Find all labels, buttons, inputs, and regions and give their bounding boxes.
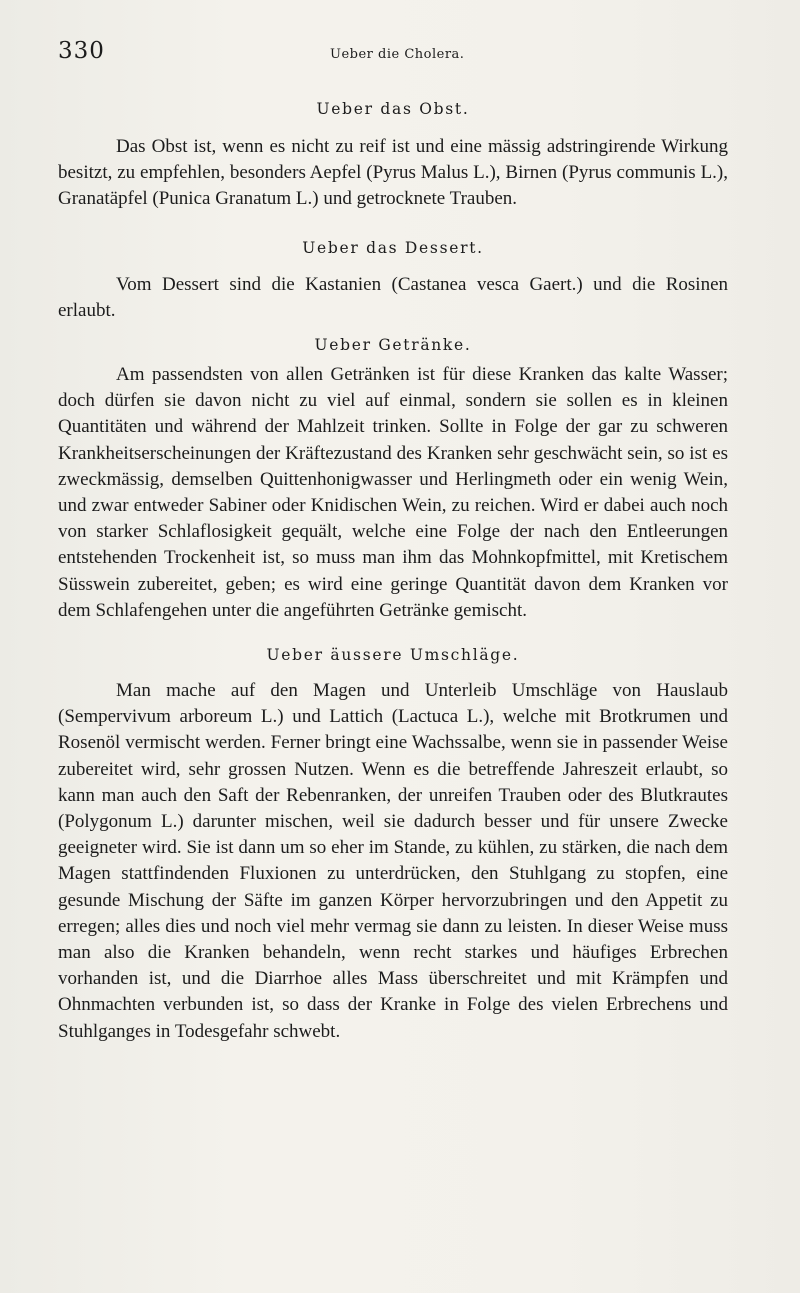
paragraph-umschlaege: Man mache auf den Magen und Unterleib Umschläge von Hauslaub (Sempervivum arboreum L.) und Lattich (Lactuca L.), welche mit Brotkrumen und Rosenöl vermischt werden. Ferner bringt eine Wachssalbe, wenn sie in passender Weise zubereitet wird, sehr grossen Nutzen. Wenn es die betreffende Jahreszeit erlaubt, so kann man auch den Saft der Rebenranken, der unreifen Trauben oder des Blutkrautes (Polygonum L.) darunter mischen, weil sie dadurch besser und für unsere Zwecke geeigneter wird. Sie ist dann um so eher im Stande, zu kühlen, zu stärken, die nach dem Magen stattfindenden Fluxionen zu unterdrücken, den Stuhlgang zu stopfen, eine gesunde Mischung der Säfte im ganzen Körper hervorzubringen und den Appetit zu erregen; alles dies und noch viel mehr vermag sie dann zu leisten. In dieser Weise muss man also die Kranken behandeln, wenn recht starkes und häufiges Erbrechen vorhanden ist, und die Diarrhoe alles Mass überschreitet und mit Krämpfen und Ohnmachten verbunden ist, so dass der Kranke in Folge des vielen Erbrechens und Stuhlganges in Todesgefahr schwebt. [58,680,728,1042]
paragraph-dessert: Vom Dessert sind die Kastanien (Castanea vesca Gaert.) und die Rosinen erlaubt. [58,273,728,321]
paragraph-getraenke: Am passendsten von allen Getränken ist für diese Kranken das kalte Wasser; doch dürfen sie davon nicht zu viel auf einmal, sondern sie sollen es in kleinen Quantitäten und während der Mahlzeit trinken. Sollte in Folge der gar zu schweren Krankheitserscheinungen der Kräftezustand des Kranken sehr geschwächt sein, so ist es zweckmässig, demselben Quittenhonigwasser und Herlingmeth oder ein wenig Wein, und zwar entweder Sabiner oder Knidischen Wein, zu reichen. Wird er dabei auch noch von starker Schlaflosigkeit gequält, welche eine Folge der nach den Entleerungen entstehenden Trockenheit ist, so muss man ihm das Mohnkopfmittel, mit Kretischem Süsswein zubereitet, geben; es wird eine geringe Quantität davon dem Kranken vor dem Schlafengehen unter die angeführten Getränke gemischt. [58,364,728,621]
paragraph-obst: Das Obst ist, wenn es nicht zu reif ist und eine mässig adstringirende Wirkung besitzt, zu empfehlen, besonders Aepfel (Pyrus Malus L.), Birnen (Pyrus communis L.), Granatäpfel (Punica Granatum L.) und getrocknete Trauben. [58,136,728,210]
heading-getraenke: Ueber Getränke. [314,336,472,355]
heading-umschlaege: Ueber äussere Umschläge. [266,646,520,665]
running-head: Ueber die Cholera. [330,47,465,62]
body-text [58,100,728,1045]
page-number: 330 [58,38,105,64]
heading-obst: Ueber das Obst. [316,100,470,118]
heading-dessert: Ueber das Dessert. [302,238,484,257]
